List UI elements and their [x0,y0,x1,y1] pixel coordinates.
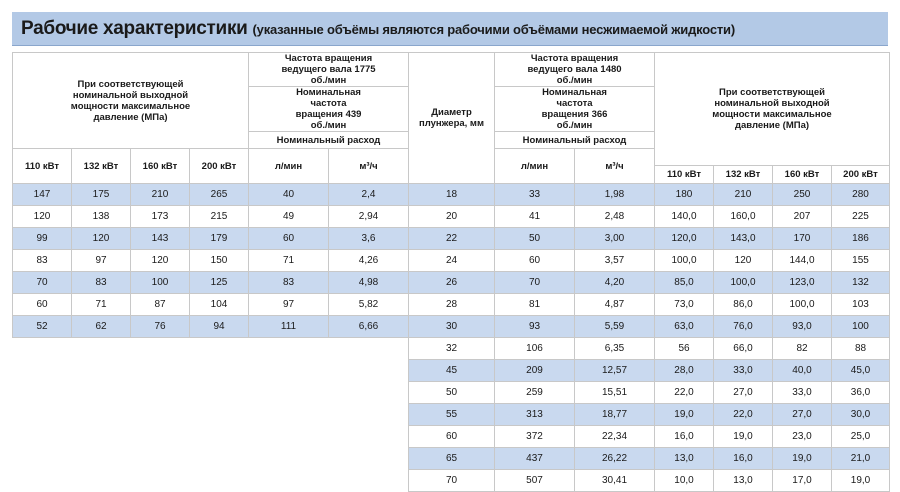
left-110-cell: 52 [13,316,72,338]
empty-cell [190,338,249,360]
left-132-cell: 97 [72,250,131,272]
left-lmin-cell: 97 [249,294,329,316]
right-132-cell: 210 [714,184,773,206]
right-160-cell: 33,0 [773,382,832,404]
left-110-cell: 147 [13,184,72,206]
left-m3h-cell: 2,4 [329,184,409,206]
empty-cell [72,404,131,426]
right-160-cell: 27,0 [773,404,832,426]
right-132-cell: 22,0 [714,404,773,426]
empty-cell [131,338,190,360]
empty-cell [13,404,72,426]
right-110-cell: 13,0 [655,448,714,470]
left-160-cell: 87 [131,294,190,316]
right-132-cell: 16,0 [714,448,773,470]
table-row [13,184,890,206]
empty-cell [249,448,329,470]
right-m3h-cell: 2,48 [575,206,655,228]
right-m3h-cell: 1,98 [575,184,655,206]
right-m3h-cell: 30,41 [575,470,655,492]
empty-cell [131,404,190,426]
left-110-cell: 120 [13,206,72,228]
empty-cell [131,448,190,470]
right-110-cell: 19,0 [655,404,714,426]
empty-cell [13,338,72,360]
right-200-cell: 100 [832,316,890,338]
left-m3h-cell: 2,94 [329,206,409,228]
right-200-cell: 19,0 [832,470,890,492]
empty-cell [72,470,131,492]
left-lmin-cell: 49 [249,206,329,228]
diameter-cell: 70 [409,470,495,492]
left-160-cell: 120 [131,250,190,272]
right-lmin-cell: 437 [495,448,575,470]
right-110-cell: 16,0 [655,426,714,448]
page-title: Рабочие характеристики [21,17,248,39]
empty-cell [190,448,249,470]
right-200-cell: 30,0 [832,404,890,426]
right-132-header: 132 кВт [714,166,773,184]
empty-cell [72,426,131,448]
left-200-cell: 125 [190,272,249,294]
empty-cell [329,382,409,404]
right-132-cell: 86,0 [714,294,773,316]
left-200-cell: 94 [190,316,249,338]
diameter-cell: 24 [409,250,495,272]
left-speed-header: Частота вращения ведущего вала 1775 об./мин [249,53,409,87]
right-200-cell: 155 [832,250,890,272]
diameter-cell: 60 [409,426,495,448]
empty-cell [190,382,249,404]
right-132-cell: 143,0 [714,228,773,250]
diameter-cell: 28 [409,294,495,316]
right-lmin-cell: 507 [495,470,575,492]
left-nominal-speed-header: Номинальная частота вращения 439 об./мин [249,87,409,132]
diameter-cell: 22 [409,228,495,250]
right-132-cell: 76,0 [714,316,773,338]
empty-cell [13,426,72,448]
empty-cell [190,404,249,426]
left-132-cell: 175 [72,184,131,206]
left-lmin-cell: 111 [249,316,329,338]
right-lmin-cell: 106 [495,338,575,360]
empty-cell [329,338,409,360]
left-132-cell: 71 [72,294,131,316]
right-160-cell: 207 [773,206,832,228]
left-110-header: 110 кВт [13,149,72,184]
right-110-cell: 180 [655,184,714,206]
table-row [13,250,890,272]
right-200-cell: 280 [832,184,890,206]
diameter-cell: 65 [409,448,495,470]
right-110-cell: 22,0 [655,382,714,404]
right-132-cell: 27,0 [714,382,773,404]
left-200-cell: 179 [190,228,249,250]
table-row [13,228,890,250]
empty-cell [72,448,131,470]
empty-cell [13,470,72,492]
right-110-header: 110 кВт [655,166,714,184]
right-160-cell: 19,0 [773,448,832,470]
right-200-cell: 36,0 [832,382,890,404]
right-160-cell: 17,0 [773,470,832,492]
right-lmin-cell: 313 [495,404,575,426]
right-lmin-cell: 259 [495,382,575,404]
left-m3h-header: м³/ч [329,149,409,184]
right-110-cell: 56 [655,338,714,360]
performance-table [12,52,890,492]
left-110-cell: 99 [13,228,72,250]
left-200-cell: 265 [190,184,249,206]
right-160-cell: 82 [773,338,832,360]
right-110-cell: 28,0 [655,360,714,382]
empty-cell [190,360,249,382]
right-160-cell: 250 [773,184,832,206]
right-160-cell: 123,0 [773,272,832,294]
right-200-cell: 225 [832,206,890,228]
left-160-cell: 76 [131,316,190,338]
right-200-cell: 25,0 [832,426,890,448]
left-132-cell: 62 [72,316,131,338]
left-132-cell: 83 [72,272,131,294]
right-lmin-cell: 93 [495,316,575,338]
right-lmin-cell: 41 [495,206,575,228]
right-160-cell: 100,0 [773,294,832,316]
right-m3h-cell: 3,57 [575,250,655,272]
left-110-cell: 60 [13,294,72,316]
left-m3h-cell: 4,26 [329,250,409,272]
table-body [13,184,890,492]
left-200-cell: 104 [190,294,249,316]
left-lmin-cell: 60 [249,228,329,250]
empty-cell [329,426,409,448]
right-m3h-cell: 4,87 [575,294,655,316]
empty-cell [249,382,329,404]
right-160-header: 160 кВт [773,166,832,184]
empty-cell [13,448,72,470]
left-132-header: 132 кВт [72,149,131,184]
right-110-cell: 73,0 [655,294,714,316]
left-m3h-cell: 6,66 [329,316,409,338]
empty-cell [13,360,72,382]
left-flow-header: Номинальный расход [249,132,409,149]
empty-cell [190,470,249,492]
diameter-cell: 55 [409,404,495,426]
right-m3h-cell: 3,00 [575,228,655,250]
right-110-cell: 120,0 [655,228,714,250]
empty-cell [72,382,131,404]
table-row [13,470,890,492]
left-160-header: 160 кВт [131,149,190,184]
left-200-header: 200 кВт [190,149,249,184]
right-lmin-cell: 70 [495,272,575,294]
right-m3h-cell: 4,20 [575,272,655,294]
table-row [13,382,890,404]
empty-cell [13,382,72,404]
right-lmin-header: л/мин [495,149,575,184]
empty-cell [131,382,190,404]
right-200-cell: 88 [832,338,890,360]
right-160-cell: 40,0 [773,360,832,382]
left-lmin-cell: 40 [249,184,329,206]
left-lmin-cell: 83 [249,272,329,294]
right-200-cell: 186 [832,228,890,250]
right-lmin-cell: 209 [495,360,575,382]
left-m3h-cell: 3,6 [329,228,409,250]
table-row [13,448,890,470]
diameter-cell: 18 [409,184,495,206]
right-132-cell: 160,0 [714,206,773,228]
right-110-cell: 85,0 [655,272,714,294]
right-m3h-cell: 6,35 [575,338,655,360]
right-200-cell: 21,0 [832,448,890,470]
empty-cell [131,470,190,492]
diameter-header: Диаметр плунжера, мм [409,53,495,184]
empty-cell [72,338,131,360]
right-m3h-cell: 26,22 [575,448,655,470]
table-row [13,316,890,338]
right-160-cell: 144,0 [773,250,832,272]
right-132-cell: 13,0 [714,470,773,492]
empty-cell [190,426,249,448]
right-160-cell: 170 [773,228,832,250]
table-row [13,206,890,228]
diameter-cell: 20 [409,206,495,228]
diameter-cell: 26 [409,272,495,294]
right-m3h-cell: 12,57 [575,360,655,382]
right-speed-header: Частота вращения ведущего вала 1480 об./мин [495,53,655,87]
empty-cell [249,360,329,382]
table-row [13,272,890,294]
right-lmin-cell: 81 [495,294,575,316]
diameter-cell: 32 [409,338,495,360]
left-200-cell: 150 [190,250,249,272]
right-nominal-speed-header: Номинальная частота вращения 366 об./мин [495,87,655,132]
right-flow-header: Номинальный расход [495,132,655,149]
right-lmin-cell: 33 [495,184,575,206]
empty-cell [72,360,131,382]
right-132-cell: 100,0 [714,272,773,294]
left-lmin-header: л/мин [249,149,329,184]
right-132-cell: 33,0 [714,360,773,382]
right-132-cell: 66,0 [714,338,773,360]
left-160-cell: 173 [131,206,190,228]
left-160-cell: 100 [131,272,190,294]
table-row [13,294,890,316]
diameter-cell: 30 [409,316,495,338]
right-132-cell: 19,0 [714,426,773,448]
right-lmin-cell: 372 [495,426,575,448]
diameter-cell: 50 [409,382,495,404]
right-200-header: 200 кВт [832,166,890,184]
empty-cell [329,448,409,470]
left-pressure-header: При соответствующей номинальной выходной мощности максимальное давление (МПа) [13,53,249,149]
left-160-cell: 210 [131,184,190,206]
right-160-cell: 93,0 [773,316,832,338]
left-m3h-cell: 4,98 [329,272,409,294]
right-pressure-header: При соответствующей номинальной выходной мощности максимальное давление (МПа) [655,53,890,166]
empty-cell [249,338,329,360]
right-160-cell: 23,0 [773,426,832,448]
left-132-cell: 120 [72,228,131,250]
right-110-cell: 10,0 [655,470,714,492]
empty-cell [249,426,329,448]
left-200-cell: 215 [190,206,249,228]
right-200-cell: 103 [832,294,890,316]
left-110-cell: 83 [13,250,72,272]
right-m3h-header: м³/ч [575,149,655,184]
empty-cell [131,426,190,448]
right-110-cell: 140,0 [655,206,714,228]
diameter-cell: 45 [409,360,495,382]
right-200-cell: 45,0 [832,360,890,382]
right-132-cell: 120 [714,250,773,272]
table-row [13,426,890,448]
right-m3h-cell: 22,34 [575,426,655,448]
page-subtitle: (указанные объёмы являются рабочими объёмами несжимаемой жидкости) [252,22,735,37]
left-lmin-cell: 71 [249,250,329,272]
empty-cell [329,404,409,426]
left-132-cell: 138 [72,206,131,228]
empty-cell [249,404,329,426]
empty-cell [329,470,409,492]
table-row [13,360,890,382]
left-160-cell: 143 [131,228,190,250]
empty-cell [249,470,329,492]
right-110-cell: 100,0 [655,250,714,272]
empty-cell [131,360,190,382]
right-200-cell: 132 [832,272,890,294]
right-110-cell: 63,0 [655,316,714,338]
right-lmin-cell: 50 [495,228,575,250]
title-bar [12,12,888,46]
table-row [13,404,890,426]
left-110-cell: 70 [13,272,72,294]
table-row [13,338,890,360]
right-m3h-cell: 18,77 [575,404,655,426]
right-m3h-cell: 15,51 [575,382,655,404]
left-m3h-cell: 5,82 [329,294,409,316]
right-lmin-cell: 60 [495,250,575,272]
right-m3h-cell: 5,59 [575,316,655,338]
empty-cell [329,360,409,382]
